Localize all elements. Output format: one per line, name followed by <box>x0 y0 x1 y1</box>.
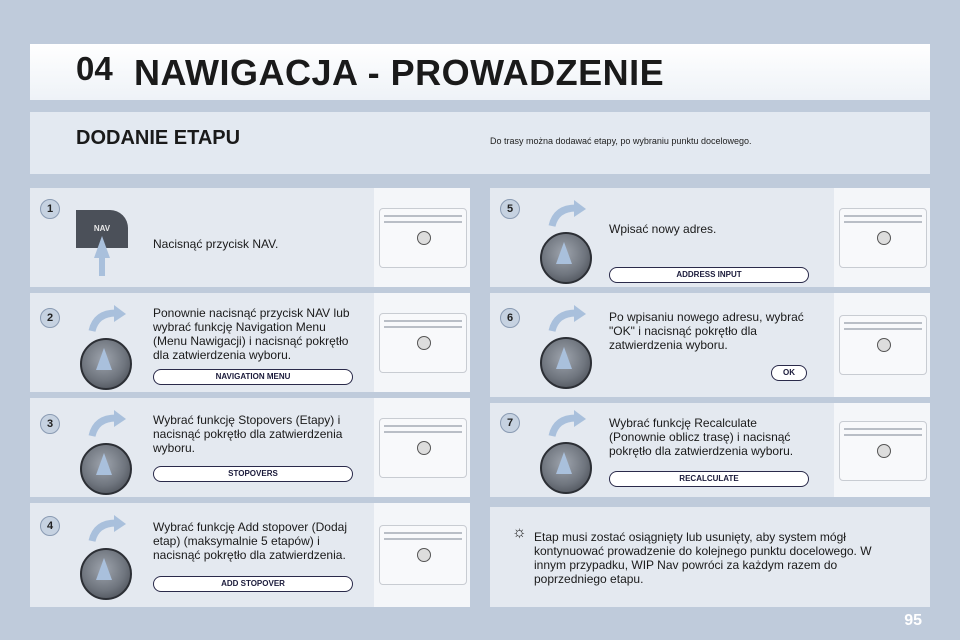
nav-button-icon: NAV <box>76 210 128 248</box>
device-thumb-4 <box>374 503 470 607</box>
section-title: DODANIE ETAPU <box>76 127 241 149</box>
step-text-4: Wybrać funkcję Add stopover (Dodaj etap) (maksymalnie 5 etapów) i nacisnąć pokrętło dla zatwierdzenia. <box>153 520 347 562</box>
chapter-number: 04 <box>76 50 113 87</box>
step-text-7: Wybrać funkcję Recalculate (Ponownie oblicz trasę) i nacisnąć pokrętło dla zatwierdzenia wyboru. <box>609 416 794 458</box>
step-text-5: Wpisać nowy adres. <box>609 222 717 236</box>
turn-arrow-icon <box>548 200 588 230</box>
menu-label-stopovers: STOPOVERS <box>153 466 353 482</box>
tip-text: Etap musi zostać osiągnięty lub usunięty, aby system mógł kontynuować prowadzenie do kolejnego punktu docelowego. W innym przypadku, WIP Nav powróci za każdym razem do poprzedniego etapu. <box>534 530 872 586</box>
step-number-3: 3 <box>40 414 60 434</box>
step-number-5: 5 <box>500 199 520 219</box>
menu-label-address-input: ADDRESS INPUT <box>609 267 809 283</box>
device-thumb-3 <box>374 398 470 497</box>
lightbulb-icon: ☼ <box>512 524 527 541</box>
turn-arrow-icon <box>88 515 128 545</box>
section-intro: Do trasy można dodawać etapy, po wybraniu punktu docelowego. <box>490 136 752 146</box>
step-number-4: 4 <box>40 516 60 536</box>
head-unit-icon <box>379 313 467 373</box>
menu-label-recalculate: RECALCULATE <box>609 471 809 487</box>
device-thumb-5 <box>834 188 930 287</box>
device-thumb-2 <box>374 293 470 392</box>
page-number: 95 <box>904 612 922 629</box>
head-unit-icon <box>839 315 927 375</box>
head-unit-icon <box>379 208 467 268</box>
device-thumb-7 <box>834 403 930 497</box>
turn-arrow-icon <box>88 305 128 335</box>
step-text-2: Ponownie nacisnąć przycisk NAV lub wybrać funkcję Navigation Menu (Menu Nawigacji) i nacisnąć pokrętło dla zatwierdzenia wyboru. <box>153 306 350 362</box>
ok-label: OK <box>771 365 807 381</box>
head-unit-icon <box>839 208 927 268</box>
menu-label-navigation-menu: NAVIGATION MENU <box>153 369 353 385</box>
turn-arrow-icon <box>548 410 588 440</box>
head-unit-icon <box>379 418 467 478</box>
step-text-6: Po wpisaniu nowego adresu, wybrać "OK" i nacisnąć pokrętło dla zatwierdzenia wyboru. <box>609 310 804 352</box>
step-number-2: 2 <box>40 308 60 328</box>
step-text-3: Wybrać funkcję Stopovers (Etapy) i nacisnąć pokrętło dla zatwierdzenia wyboru. <box>153 413 343 455</box>
page-title: NAWIGACJA - PROWADZENIE <box>134 52 665 93</box>
step-number-6: 6 <box>500 308 520 328</box>
device-thumb-6 <box>834 293 930 397</box>
head-unit-icon <box>379 525 467 585</box>
step-number-7: 7 <box>500 413 520 433</box>
head-unit-icon <box>839 421 927 481</box>
menu-label-add-stopover: ADD STOPOVER <box>153 576 353 592</box>
step-text-1: Nacisnąć przycisk NAV. <box>153 237 279 251</box>
turn-arrow-icon <box>548 305 588 335</box>
device-thumb-1 <box>374 188 470 287</box>
turn-arrow-icon <box>88 410 128 440</box>
press-arrow-icon <box>94 236 110 258</box>
step-number-1: 1 <box>40 199 60 219</box>
